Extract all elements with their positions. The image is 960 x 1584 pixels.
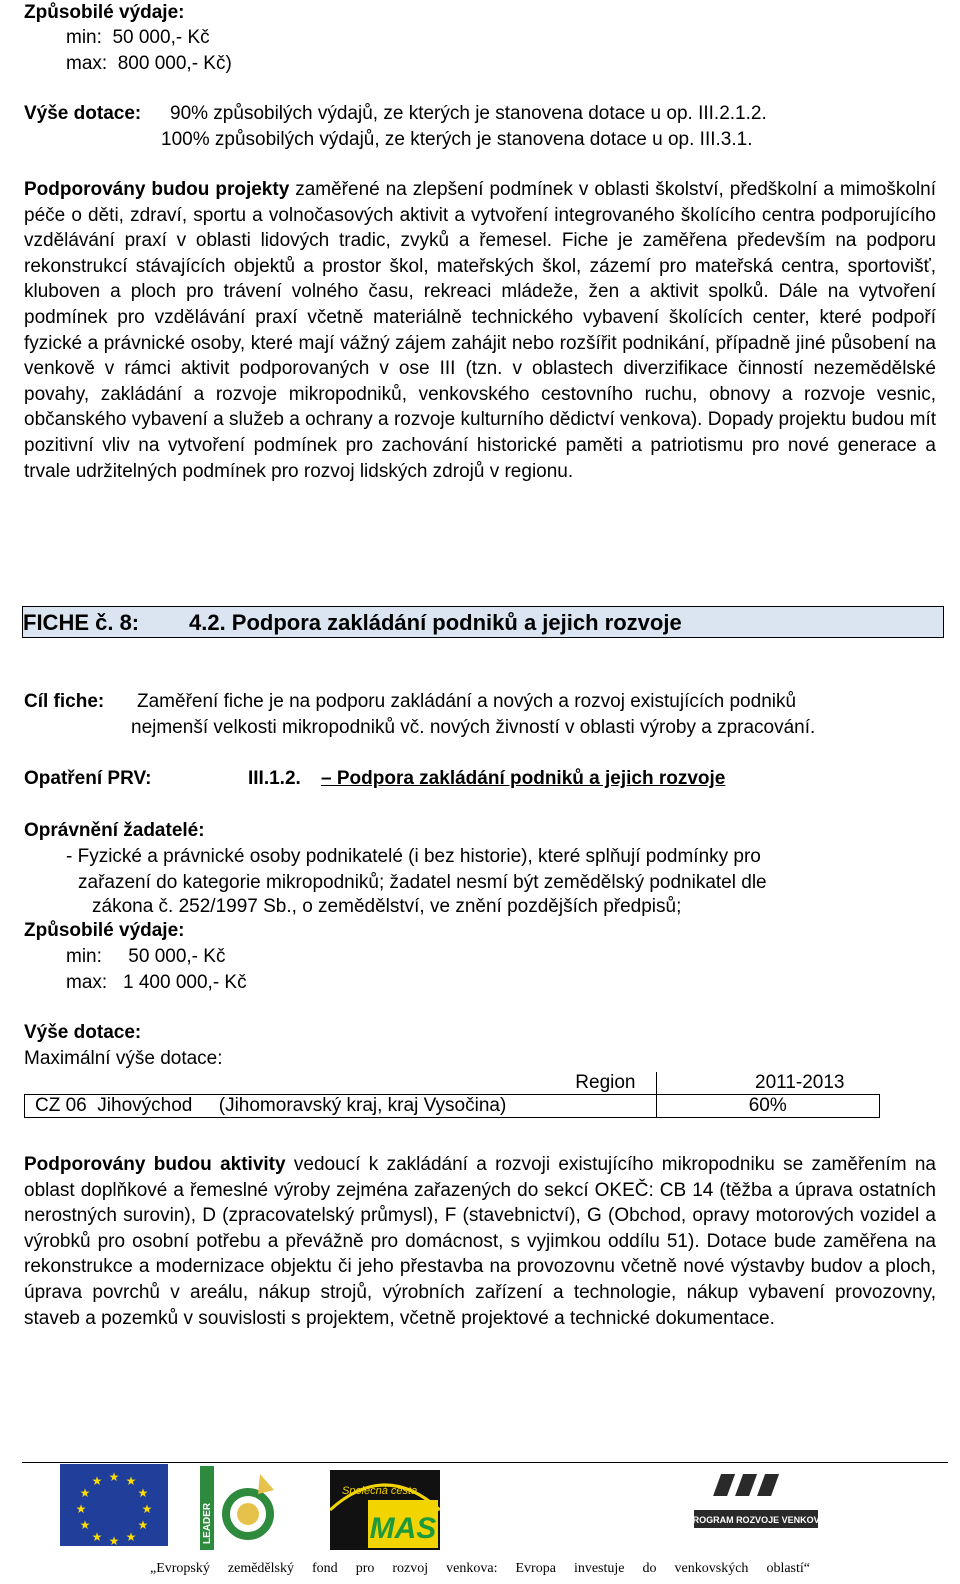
svg-text:★: ★ bbox=[91, 1474, 103, 1488]
max-cost: max: 800 000,- Kč) bbox=[66, 53, 232, 74]
svg-text:★: ★ bbox=[75, 1502, 87, 1516]
fiche-max-cost: max: 1 400 000,- Kč bbox=[66, 972, 247, 993]
table-header-period: 2011-2013 bbox=[656, 1072, 880, 1095]
fiche-eligible-costs-label: Způsobilé výdaje: bbox=[24, 920, 185, 941]
leader-text: LEADER bbox=[202, 1502, 213, 1544]
activities-paragraph bbox=[24, 1152, 936, 1331]
svg-text:★: ★ bbox=[79, 1518, 91, 1532]
goal-line-2: nejmenší velkosti mikropodniků vč. nových živností v oblasti výroby a zpracování. bbox=[131, 717, 816, 738]
activities-paragraph-body: vedoucí k zakládání a rozvoji existujícího mikropodniku se zaměřením na oblast doplňkové a řemeslné výroby zejména zařazených do sekcí OKEČ: CB 14 (těžba a úprava ostatních nerostných surovin), D (zpracovatelský průmysl), F (stavebnictví), G (Obchod, opravy motorových vozidel a výrobků pro osobní potřebu a převážně pro domácnost, s vyjimkou oddílu 51). Dotace bude zaměřena na rekonstrukce a modernizace objektu či jeho přestavba na provozovnu včetně nové výstavby budov a ploch, úprava povrchů v areálu, nákup strojů, výrobních zařízení a technologie, nákup vybavení provozovny, staveb a pozemků v souvislosti s projektem, včetně projektové a technické dokumentace. bbox=[24, 1154, 936, 1329]
svg-text:★: ★ bbox=[141, 1502, 153, 1516]
table-cell-region: CZ 06 Jihovýchod (Jihomoravský kraj, kraj Vysočina) bbox=[25, 1095, 657, 1118]
fiche-grant-label: Výše dotace: bbox=[24, 1022, 142, 1043]
svg-text:★: ★ bbox=[108, 1470, 120, 1484]
fiche-heading-box bbox=[22, 606, 944, 638]
applicants-label: Oprávnění žadatelé: bbox=[24, 820, 205, 841]
svg-text:★: ★ bbox=[125, 1474, 137, 1488]
measure-name: – Podpora zakládání podniků a jejich rozvoje bbox=[321, 768, 726, 789]
applicants-line-2: zařazení do kategorie mikropodniků; žadatel nesmí být zemědělský podnikatel dle bbox=[78, 872, 767, 893]
max-grant-label: Maximální výše dotace: bbox=[24, 1048, 223, 1069]
goal-label: Cíl fiche: bbox=[24, 691, 105, 712]
svg-text:★: ★ bbox=[137, 1518, 149, 1532]
projects-paragraph-body: zaměřené na zlepšení podmínek v oblasti školství, předškolní a mimoškolní péče o děti, zdraví, sportu a volnočasových aktivit a vytvoření integrovaného školícího centra podporujícího vzdělávání praxí v oblasti lidových tradic, zvyků a řemesel. Fiche je zaměřena především na podporu rekonstrukcí stávajících objektů a prostor škol, mateřských škol, zázemí pro mateřská centra, sportovišť, kluboven a ploch pro trávení volného času, rekreaci mládeže, žen a aktivit spolků. Dále na vytvoření podmínek pro vzdělávání praxí včetně materiálně technického vybavení školících center, které podpoří fyzické a právnické osoby, které mají vážný zájem zahájit nebo rozšířit podnikání, případně jiné působení na venkově v rámci aktivit podporovaných v ose III (tzn. v oblastech diverzifikace činností nezemědělské povahy, zakládání a rozvoje mikropodniků, venkovského cestovního ruchu, obnovy a rozvoje vesnic, občanského vybavení a služeb a ochrany a rozvoje kulturního dědictví venkova). Dopady projektu budou mít pozitivní vliv na vytvoření podmínek pro zachování historické paměti a patriotismu pro nové generace a trvale udržitelných podmínek pro rozvoj lidských zdrojů v regionu. bbox=[24, 179, 936, 482]
svg-text:★: ★ bbox=[137, 1486, 149, 1500]
applicants-line-3: zákona č. 252/1997 Sb., o zemědělství, ve znění pozdějších předpisů; bbox=[92, 896, 682, 917]
footer-divider bbox=[22, 1462, 948, 1463]
eu-flag-logo bbox=[60, 1464, 168, 1546]
table-cell-rate: 60% bbox=[656, 1095, 880, 1118]
eligible-costs-label: Způsobilé výdaje: bbox=[24, 2, 185, 23]
prv-logo bbox=[664, 1466, 844, 1546]
mas-text: MAS bbox=[369, 1512, 437, 1545]
grant-line-1: 90% způsobilých výdajů, ze kterých je stanovena dotace u op. III.2.1.2. bbox=[170, 103, 767, 124]
table-header-region: Region bbox=[25, 1072, 657, 1095]
mas-arc-text: Společná cesta bbox=[342, 1485, 418, 1497]
prv-text: PROGRAM ROZVOJE VENKOVA bbox=[686, 1515, 826, 1525]
fiche-number: FICHE č. 8: bbox=[23, 610, 140, 635]
table-row bbox=[25, 1095, 880, 1118]
grant-line-2: 100% způsobilých výdajů, ze kterých je stanovena dotace u op. III.3.1. bbox=[161, 129, 753, 150]
grant-table bbox=[24, 1072, 880, 1118]
leader-core bbox=[237, 1503, 259, 1525]
goal-line-1: Zaměření fiche je na podporu zakládání a nových a rozvoj existujících podniků bbox=[137, 691, 797, 712]
table-header-row bbox=[25, 1072, 880, 1095]
svg-text:★: ★ bbox=[108, 1534, 120, 1546]
projects-paragraph bbox=[24, 177, 936, 484]
mas-logo bbox=[330, 1470, 440, 1550]
applicants-line-1: - Fyzické a právnické osoby podnikatelé (i bez historie), které splňují podmínky pro bbox=[66, 846, 761, 867]
min-cost: min: 50 000,- Kč bbox=[66, 27, 210, 48]
measure-code: III.1.2. bbox=[248, 768, 301, 789]
fiche-title: 4.2. Podpora zakládání podniků a jejich rozvoje bbox=[189, 610, 682, 635]
footer-caption: „Evropský zemědělský fond pro rozvoj venkova: Evropa investuje do venkovských oblastí“ bbox=[150, 1561, 810, 1576]
activities-paragraph-lead: Podporovány budou aktivity bbox=[24, 1154, 286, 1175]
svg-text:★: ★ bbox=[91, 1530, 103, 1544]
leader-logo bbox=[200, 1466, 286, 1550]
grant-label: Výše dotace: bbox=[24, 103, 142, 124]
svg-text:★: ★ bbox=[125, 1530, 137, 1544]
measure-label: Opatření PRV: bbox=[24, 768, 152, 789]
projects-paragraph-lead: Podporovány budou projekty bbox=[24, 179, 290, 200]
svg-text:★: ★ bbox=[79, 1486, 91, 1500]
fiche-min-cost: min: 50 000,- Kč bbox=[66, 946, 226, 967]
